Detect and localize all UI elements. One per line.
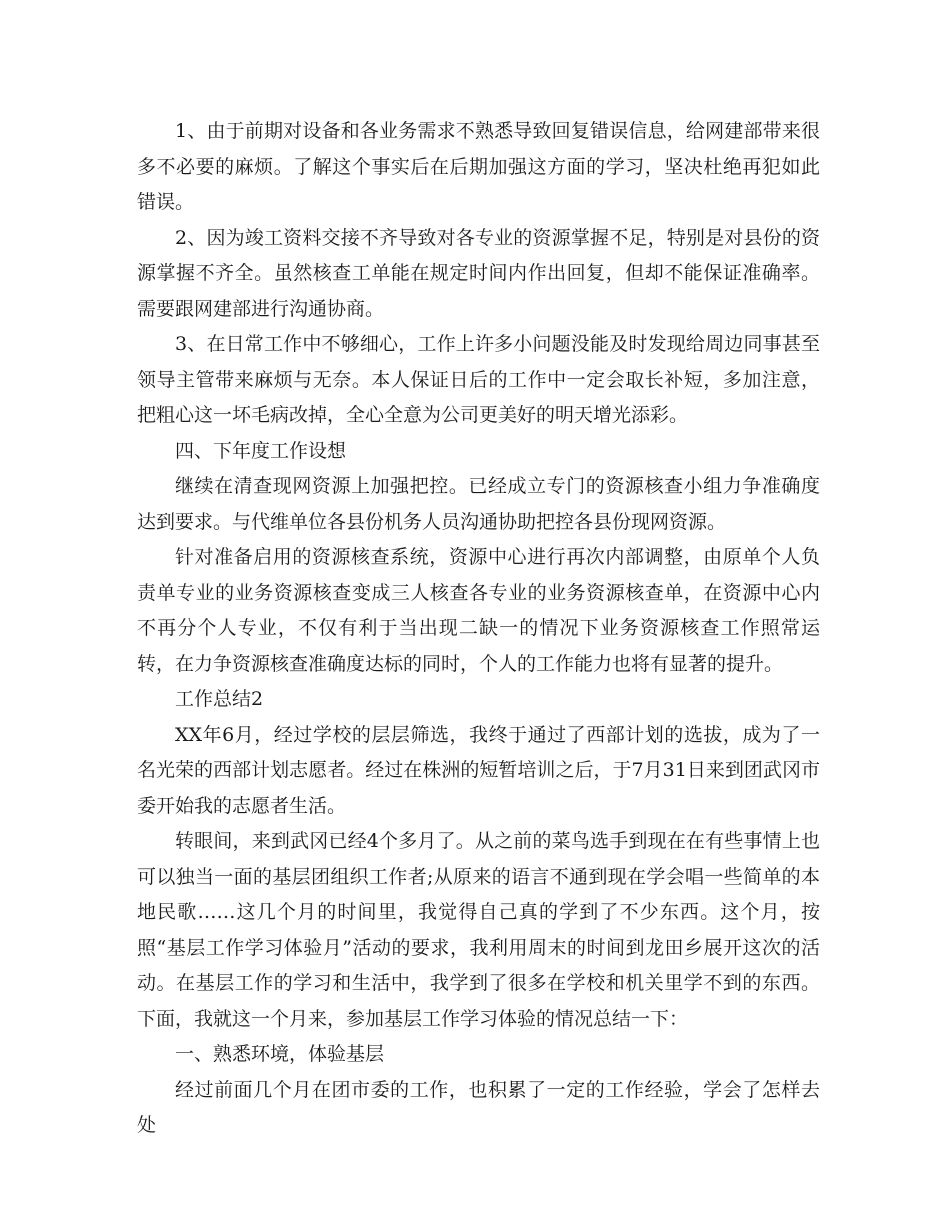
paragraph-summary-intro: XX年6月，经过学校的层层筛选，我终于通过了西部计划的选拔，成为了一名光荣的西部计划志愿者。经过在株洲的短暂培训之后，于7月31日来到团武冈市委开始我的志愿者生活。 [137, 723, 820, 817]
section-heading-environment: 一、熟悉环境，体验基层 [175, 1043, 385, 1065]
paragraph-environment: 经过前面几个月在团市委的工作，也积累了一定的工作经验，学会了怎样去处 [137, 1078, 820, 1136]
section-heading-plan: 四、下年度工作设想 [175, 439, 347, 462]
paragraph-plan-2: 针对准备启用的资源核查系统，资源中心进行再次内部调整，由原单个人负责单专业的业务资源核查变成三人核查各专业的业务资源核查单，在资源中心内不再分个人专业，不仅有利于当出现二缺一的情况下业务资源核查工作照常运转，在力争资源核查准确度达标的同时，个人的工作能力也将有显著的提升。 [137, 546, 820, 675]
section-heading-summary-2: 工作总结2 [175, 688, 264, 710]
paragraph-issue-1: 1、由于前期对设备和各业务需求不熟悉导致回复错误信息，给网建部带来很多不必要的麻烦。了解这个事实后在后期加强这方面的学习，坚决杜绝再犯如此错误。 [137, 120, 820, 213]
paragraph-plan-1: 继续在清查现网资源上加强把控。已经成立专门的资源核查小组力争准确度达到要求。与代维单位各县份机务人员沟通协助把控各县份现网资源。 [137, 475, 820, 533]
paragraph-issue-3: 3、在日常工作中不够细心，工作上许多小问题没能及时发现给周边同事甚至领导主管带来麻烦与无奈。本人保证日后的工作中一定会取长补短，多加注意，把粗心这一坏毛病改掉，全心全意为公司更美好的明天增光添彩。 [137, 333, 820, 426]
paragraph-issue-2: 2、因为竣工资料交接不齐导致对各专业的资源掌握不足，特别是对县份的资源掌握不齐全。虽然核查工单能在规定时间内作出回复，但却不能保证准确率。需要跟网建部进行沟通协商。 [137, 226, 820, 320]
paragraph-summary-body: 转眼间，来到武冈已经4个多月了。从之前的菜鸟选手到现在在有些事情上也可以独当一面的基层团组织工作者;从原来的语言不通到现在学会唱一些简单的本地民歌……这几个月的时间里，我觉得自己真的学到了不少东西。这个月，按照“基层工作学习体验月”活动的要求，我利用周末的时间到龙田乡展开这次的活动。在基层工作的学习和生活中，我学到了很多在学校和机关里学不到的东西。下面，我就这一个月来，参加基层工作学习体验的情况总结一下： [137, 830, 820, 1030]
document-page [137, 114, 820, 1144]
